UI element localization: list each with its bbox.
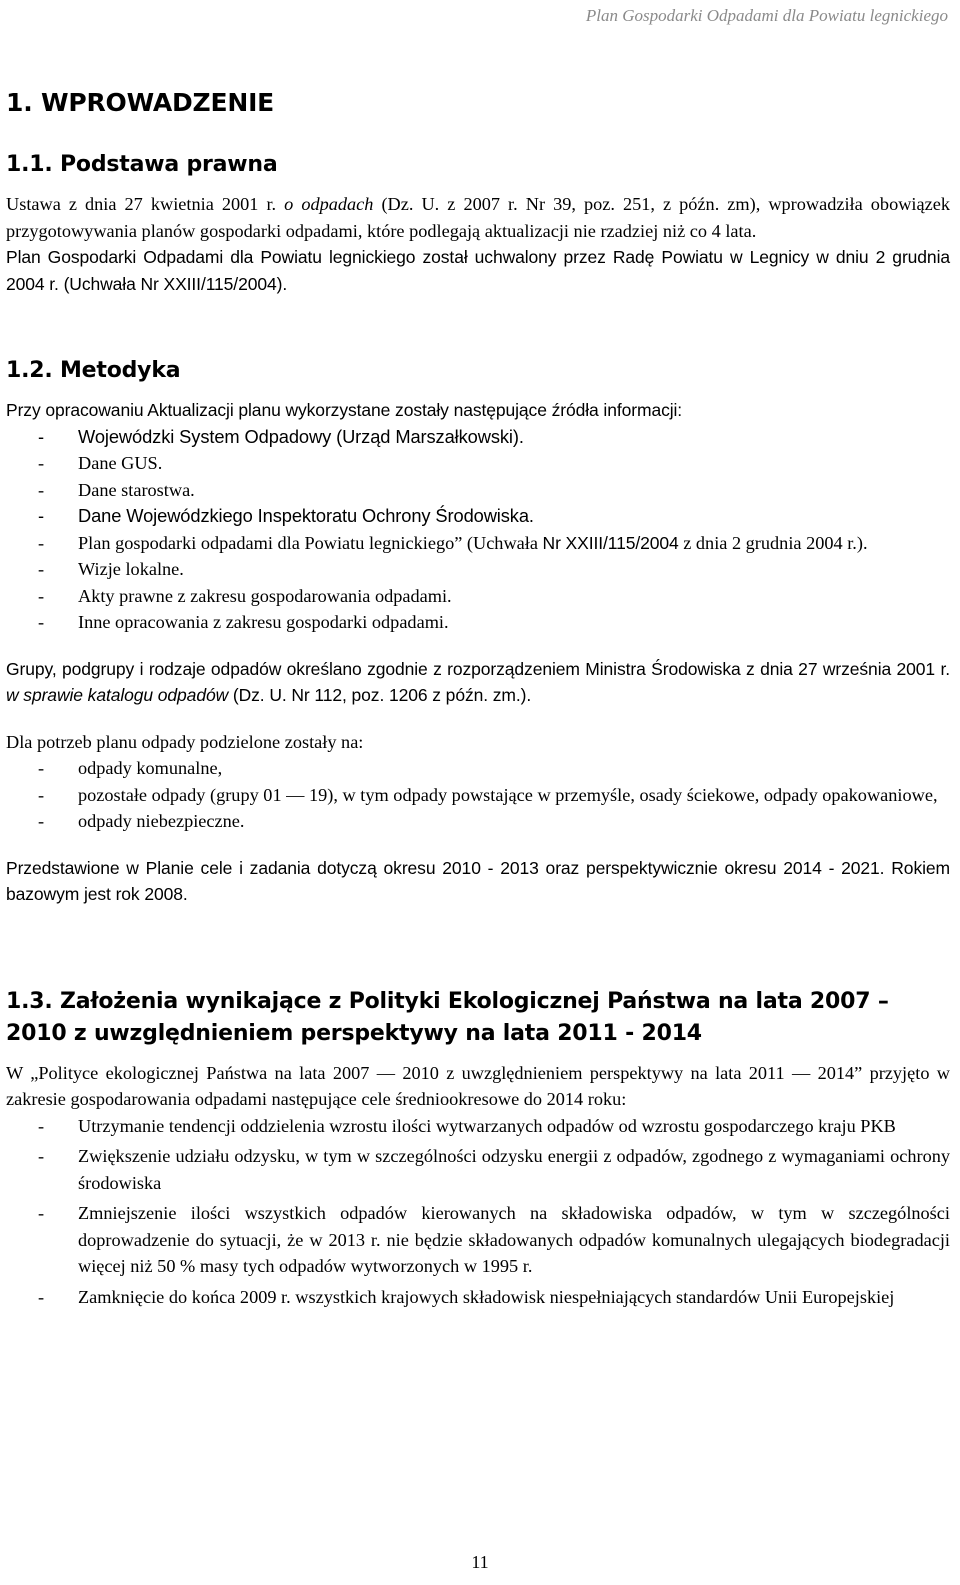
list-item: - Zamknięcie do końca 2009 r. wszystkich krajowych składowisk niespełniających standardów Unii Europejskiej bbox=[38, 1286, 895, 1307]
list-item: - Wizje lokalne. bbox=[38, 559, 184, 579]
list-item: - Zmniejszenie ilości wszystkich odpadów kierowanych na składowiska odpadów, w tym w szczególności doprowadzenie do sytuacji, że w 2013 r. nie będzie składowanych odpadów komunalnych ulegających biodegradacji więcej niż 50 % masy tych odpadów wytworzonych w 1995 r. bbox=[38, 1203, 950, 1276]
list-item: - Utrzymanie tendencji oddzielenia wzrostu ilości wytwarzanych odpadów od wzrostu gospodarczego kraju PKB bbox=[38, 1115, 896, 1136]
document-body bbox=[6, 88, 950, 1314]
section-heading-1-1: 1.1. Podstawa prawna bbox=[6, 152, 278, 177]
list-item: - Wojewódzki System Odpadowy (Urząd Marszałkowski). bbox=[38, 425, 524, 447]
page-number: 11 bbox=[471, 1552, 489, 1572]
list-item: - Plan gospodarki odpadami dla Powiatu legnickiego” (Uchwała Nr XXIII/115/2004 z dnia 2 grudnia 2004 r.). bbox=[38, 532, 868, 553]
list-item: - Dane starostwa. bbox=[38, 479, 195, 500]
policy-goals-list bbox=[6, 1113, 950, 1311]
list-item: - Zwiększenie udziału odzysku, w tym w szczególności odzysku energii z odpadów, zgodnego z wymaganiami ochrony środowiska bbox=[38, 1146, 950, 1193]
waste-catalogue-paragraph: Grupy, podgrupy i rodzaje odpadów określano zgodnie z rozporządzeniem Ministra Środowiska z dnia 27 września 2001 r. w sprawie katalogu odpadów (Dz. U. Nr 112, poz. 1206 z późn. zm.). bbox=[6, 658, 950, 705]
sources-intro: Przy opracowaniu Aktualizacji planu wykorzystane zostały następujące źródła informacji: bbox=[6, 400, 683, 420]
list-item: - Dane Wojewódzkiego Inspektoratu Ochrony Środowiska. bbox=[38, 505, 534, 526]
division-intro: Dla potrzeb planu odpady podzielone zostały na: bbox=[6, 731, 364, 752]
planning-periods-paragraph: Przedstawione w Planie cele i zadania dotyczą okresu 2010 - 2013 oraz perspektywicznie okresu 2014 - 2021. Rokiem bazowym jest rok 2008. bbox=[6, 857, 950, 904]
sources-list bbox=[6, 424, 950, 636]
plan-adoption-paragraph: Plan Gospodarki Odpadami dla Powiatu legnickiego został uchwalony przez Radę Powiatu w Legnicy w dniu 2 grudnia 2004 r. (Uchwała Nr XXIII/115/2004). bbox=[6, 247, 950, 294]
list-item: - odpady niebezpieczne. bbox=[38, 811, 245, 831]
list-item: - odpady komunalne, bbox=[38, 758, 223, 778]
running-header: Plan Gospodarki Odpadami dla Powiatu legnickiego bbox=[585, 6, 948, 25]
list-item: - Dane GUS. bbox=[38, 453, 163, 473]
policy-intro-paragraph: W „Polityce ekologicznej Państwa na lata 2007 — 2010 z uwzględnieniem perspektywy na lata 2011 — 2014” przyjęto w zakresie gospodarowania odpadami następujące cele średniookresowe do 2014 roku: bbox=[6, 1062, 950, 1109]
division-list bbox=[6, 755, 950, 835]
list-item: - pozostałe odpady (grupy 01 — 19), w tym odpady powstające w przemyśle, osady ściekowe, odpady opakowaniowe, bbox=[38, 784, 938, 805]
section-heading-1-3: 1.3. Założenia wynikające z Polityki Ekologicznej Państwa na lata 2007 – 2010 z uwzględnieniem perspektywy na lata 2011 - 2014 bbox=[6, 988, 889, 1046]
list-item: - Inne opracowania z zakresu gospodarki odpadami. bbox=[38, 612, 449, 632]
section-heading-1: 1. WPROWADZENIE bbox=[6, 88, 275, 117]
section-heading-1-2: 1.2. Metodyka bbox=[6, 358, 181, 383]
legal-basis-paragraph: Ustawa z dnia 27 kwietnia 2001 r. o odpadach (Dz. U. z 2007 r. Nr 39, poz. 251, z późn. zm), wprowadziła obowiązek przygotowywania planów gospodarki odpadami, które podlegają aktualizacji nie rzadziej niż co 4 lata. bbox=[6, 194, 950, 241]
list-item: - Akty prawne z zakresu gospodarowania odpadami. bbox=[38, 585, 452, 606]
